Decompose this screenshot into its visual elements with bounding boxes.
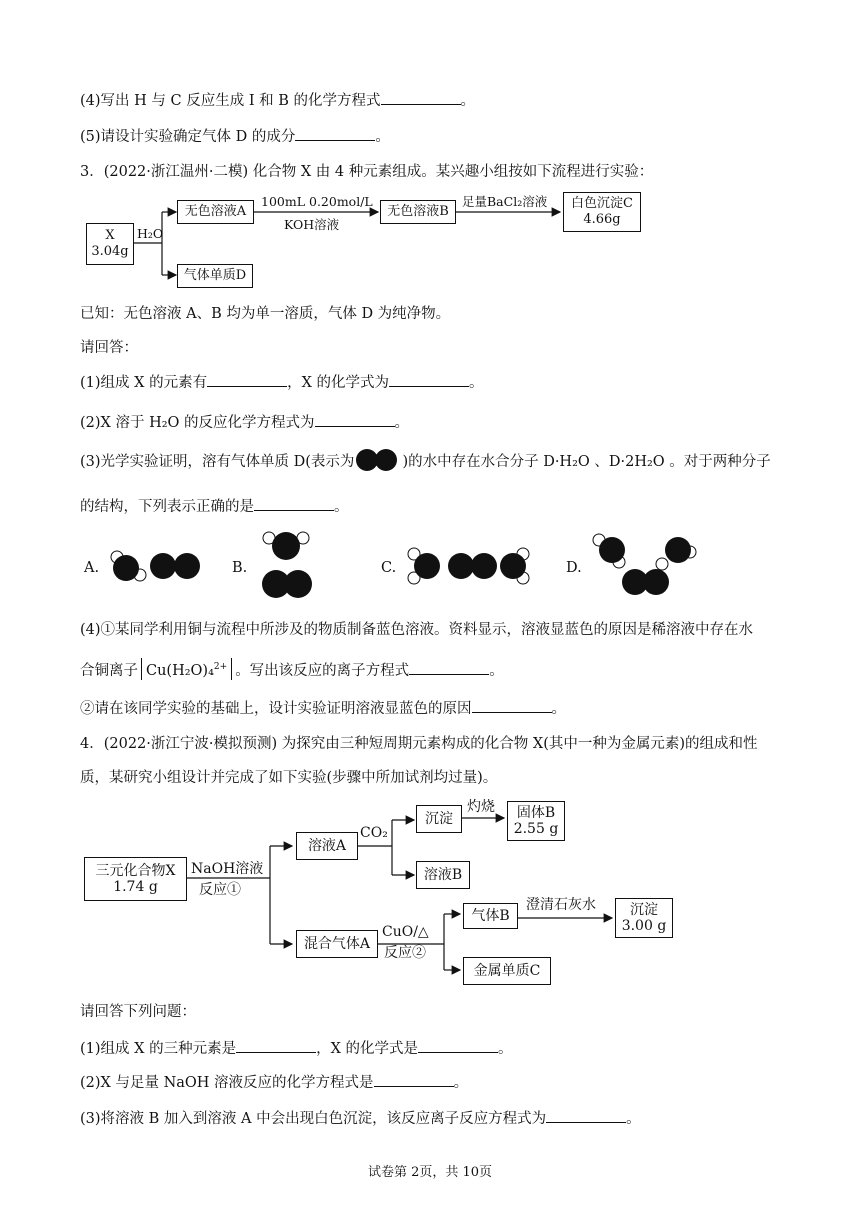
q4-precip2-mass: 3.00 g <box>621 918 667 934</box>
q4-box-solid-b <box>507 801 565 841</box>
answer-blank[interactable] <box>207 372 287 387</box>
q4-box-metal-c: 金属单质C <box>463 957 551 985</box>
q4-box-precipitate2 <box>615 898 673 938</box>
q3-p4-text-e: ②请在该同学实验的基础上，设计实验证明溶液显蓝色的原因 <box>80 701 472 717</box>
q3-bacl2-label: 足量BaCl₂溶液 <box>462 194 548 209</box>
q3-koh-line1: 100mL 0.20mol/L <box>261 194 373 209</box>
q4-reaction2-label: 反应② <box>384 945 426 961</box>
q4-p1-text-a: (1)组成 X 的三种元素是 <box>80 1041 237 1057</box>
q3-part4-line1: (4)①某同学利用铜与流程中所涉及的物质制备蓝色溶液。资料显示，溶液显蓝色的原因是稀溶液中存在水 <box>80 622 754 638</box>
q4-box-solution-b: 溶液B <box>416 861 470 889</box>
q4-part3 <box>80 1108 641 1129</box>
q4-box-mixed-gas-a: 混合气体A <box>296 930 378 958</box>
q3-please: 请回答： <box>80 340 138 356</box>
q3-part2 <box>80 412 409 433</box>
q4-box-solution-a: 溶液A <box>296 832 358 860</box>
q-prev-5-text: (5)请设计实验确定气体 D 的成分 <box>80 129 296 145</box>
q4-box-gas-b: 气体B <box>463 903 518 929</box>
q4-p3-text: (3)将溶液 B 加入到溶液 A 中会出现白色沉淀，该反应离子反应方程式为 <box>80 1111 547 1127</box>
q-prev-5-end: 。 <box>375 129 390 145</box>
q4-burn-label: 灼烧 <box>467 799 495 815</box>
option-c-molecule-icon <box>405 544 545 588</box>
q3-x-label: X <box>105 228 115 243</box>
q3-box-solution-a: 无色溶液A <box>177 200 254 224</box>
q3-p2-end: 。 <box>394 415 410 431</box>
option-d-molecule-icon <box>590 530 705 602</box>
answer-blank[interactable] <box>418 1038 498 1053</box>
q4-co2-label: CO₂ <box>360 825 388 841</box>
q3-part3-line2 <box>80 496 349 517</box>
option-d-label[interactable]: D. <box>566 560 582 576</box>
q3-p3-end: 。 <box>334 499 349 515</box>
q4-box-compound-x <box>84 857 187 901</box>
option-b-label[interactable]: B. <box>232 560 248 576</box>
copper-ion-charge: 2+ <box>213 662 228 672</box>
q3-water-label: H₂O <box>137 226 164 241</box>
answer-blank[interactable] <box>254 496 334 511</box>
answer-blank[interactable] <box>546 1108 626 1123</box>
q-prev-4-end: 。 <box>460 93 476 109</box>
option-a-molecule-icon <box>107 546 207 586</box>
q3-p4-end2: 。 <box>551 701 566 717</box>
q3-known: 已知：无色溶液 A、B 均为单一溶质，气体 D 为纯净物。 <box>80 306 451 322</box>
q3-p3-text-c: 的结构，下列表示正确的是 <box>80 499 254 515</box>
q3-header: 3．(2022·浙江温州·二模) 化合物 X 由 4 种元素组成。某兴趣小组按如下流程进行实验： <box>80 164 654 180</box>
q4-p1-end: 。 <box>498 1041 513 1057</box>
q4-reaction1-label: 反应① <box>199 882 241 898</box>
option-a-label[interactable]: A. <box>84 560 100 576</box>
option-c-label[interactable]: C. <box>381 560 397 576</box>
q4-header-line2: 质，某研究小组设计并完成了如下实验(步骤中所加试剂均过量)。 <box>80 770 498 786</box>
q4-precip2-name: 沉淀 <box>630 902 658 918</box>
q4-box-precipitate: 沉淀 <box>416 805 462 833</box>
q3-p1-text-c: 。 <box>469 375 484 391</box>
q4-x-name: 三元化合物X <box>95 863 176 879</box>
q4-limewater-label: 澄清石灰水 <box>526 897 596 913</box>
q3-p2-text: (2)X 溶于 H₂O 的反应化学方程式为 <box>80 415 315 431</box>
q4-p1-text-b: ，X 的化学式是 <box>316 1041 419 1057</box>
q3-box-precipitate-c <box>563 192 641 232</box>
molecule-d-icon <box>354 452 402 472</box>
answer-blank[interactable] <box>409 660 489 675</box>
answer-blank[interactable] <box>315 412 395 427</box>
q4-x-mass: 1.74 g <box>113 879 158 895</box>
q4-solid-b-name: 固体B <box>516 805 556 821</box>
q3-precip-c-mass: 4.66g <box>583 212 621 227</box>
answer-blank[interactable] <box>472 698 552 713</box>
q4-solid-b-mass: 2.55 g <box>513 821 559 837</box>
q3-part4-line3 <box>80 698 566 719</box>
q4-p2-text: (2)X 与足量 NaOH 溶液反应的化学方程式是 <box>80 1075 374 1091</box>
q3-box-solution-b: 无色溶液B <box>380 200 456 224</box>
answer-blank[interactable] <box>236 1038 316 1053</box>
q3-p1-text-a: (1)组成 X 的元素有 <box>80 375 208 391</box>
q3-box-x <box>86 223 134 265</box>
q4-naoh-label: NaOH溶液 <box>191 861 264 877</box>
q3-p4-text-b: 合铜离子 <box>80 662 138 679</box>
q3-part3-line1 <box>80 452 771 472</box>
q4-part2 <box>80 1072 468 1093</box>
q3-precip-c-name: 白色沉淀C <box>571 196 633 211</box>
q3-p4-text-c: 。写出该反应的离子方程式 <box>235 662 410 679</box>
q3-x-mass: 3.04g <box>91 244 129 259</box>
q4-part1 <box>80 1038 513 1059</box>
q3-p1-text-b: ，X 的化学式为 <box>287 375 390 391</box>
q4-p3-end: 。 <box>626 1111 641 1127</box>
q3-part1 <box>80 372 484 393</box>
q3-box-gas-d: 气体单质D <box>177 264 253 288</box>
answer-blank[interactable] <box>374 1072 454 1087</box>
q3-p3-text-b: )的水中存在水合分子 D·H₂O 、D·2H₂O 。对于两种分子 <box>402 454 771 470</box>
q4-cuo-label: CuO/△ <box>382 924 429 940</box>
copper-ion-formula: Cu(H₂O)₄ <box>146 662 214 679</box>
q3-p4-end: 。 <box>489 662 504 679</box>
option-b-molecule-icon <box>256 526 326 602</box>
page-footer: 试卷第 2页，共 10页 <box>367 1165 493 1180</box>
q-prev-4-text: (4)写出 H 与 C 反应生成 I 和 B 的化学方程式 <box>80 93 381 109</box>
q3-koh-line2: KOH溶液 <box>284 217 340 232</box>
q3-part4-line2 <box>80 658 504 681</box>
q4-p2-end: 。 <box>453 1075 469 1091</box>
hydrated-copper-ion <box>141 658 232 680</box>
q3-p3-text-a: (3)光学实验证明，溶有气体单质 D(表示为 <box>80 454 355 470</box>
answer-blank[interactable] <box>389 372 469 387</box>
q4-header-line1: 4．(2022·浙江宁波·模拟预测) 为探究由三种短周期元素构成的化合物 X(其中一种为金属元素)的组成和性 <box>80 736 758 752</box>
q4-please: 请回答下列问题： <box>80 1004 196 1020</box>
